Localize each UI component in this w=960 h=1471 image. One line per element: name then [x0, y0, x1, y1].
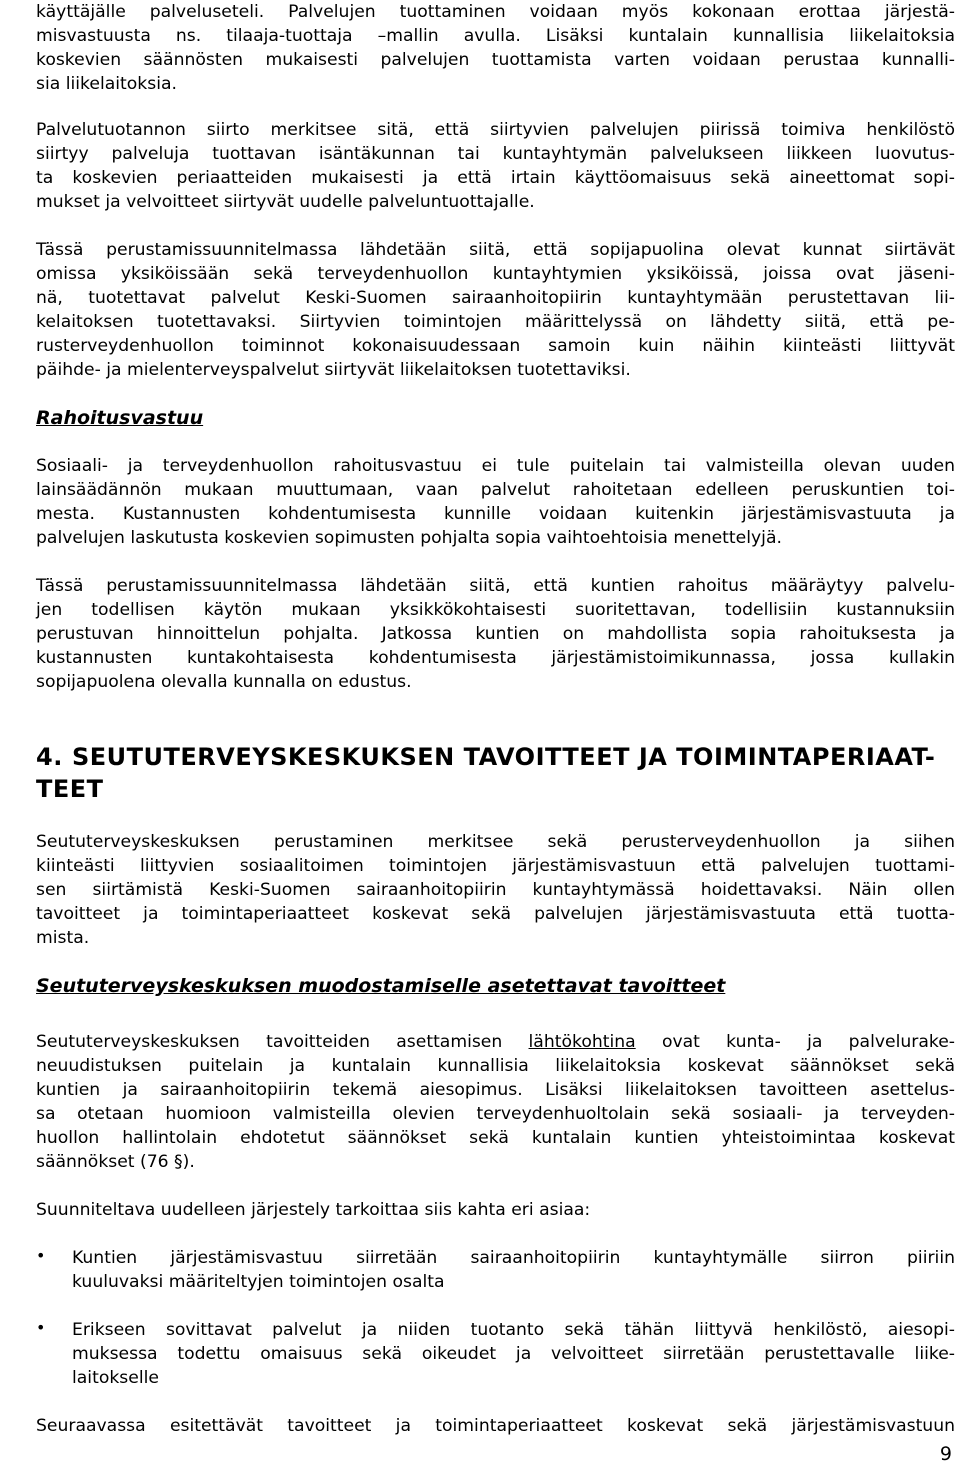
- text-line: päihde- ja mielenterveyspalvelut siirtyvät liikelaitoksen tuotettaviksi.: [36, 360, 631, 380]
- text-line: huollon hallintolain ehdotetut säännökset sekä kuntalain kuntien yhteistoimintaa koskevat: [36, 1128, 955, 1148]
- text-line: kiinteästi liittyvien sosiaalitoimen toimintojen järjestämisvastuun että palvelujen tuottami-: [36, 856, 955, 876]
- text-line: lainsäädännön mukaan muuttumaan, vaan palvelut rahoitetaan edelleen peruskuntien toi-: [36, 480, 955, 500]
- list-item-line: Kuntien järjestämisvastuu siirretään sairaanhoitopiirin kuntayhtymälle siirron piiriin: [72, 1248, 955, 1268]
- section-title-line: SEUTUTERVEYSKESKUKSEN TAVOITTEET JA TOIMINTAPERIAAT-: [72, 743, 936, 771]
- text-line: Seututerveyskeskuksen perustaminen merkitsee sekä perusterveydenhuollon ja siihen: [36, 832, 955, 852]
- text-line: neuudistuksen puitelain ja kuntalain kunnallisia liikelaitoksia koskevat säännökset sekä: [36, 1056, 955, 1076]
- text-line: Tässä perustamissuunnitelmassa lähdetään siitä, että sopijapuolina olevat kunnat siirtävät: [36, 240, 955, 260]
- section-title-line: TEET: [36, 775, 104, 803]
- section-heading: [36, 741, 955, 811]
- section-number: 4.: [36, 743, 63, 771]
- text-line: rusterveydenhuollon toiminnot kokonaisuudessaan samoin kuin näihin kiinteästi liittyvät: [36, 336, 955, 356]
- text-line: tavoitteet ja toimintaperiaatteet koskevat sekä palvelujen järjestämisvastuuta että tuotta-: [36, 904, 955, 924]
- text-line: säännökset (76 §).: [36, 1152, 195, 1172]
- bullet-icon: •: [36, 1318, 46, 1337]
- text-line: mesta. Kustannusten kohdentumisesta kunnille voidaan kuitenkin järjestämisvastuuta ja: [36, 504, 955, 524]
- text-line: kelaitoksen tuotettavaksi. Siirtyvien toimintojen määrittelyssä on lähdetty siitä, että pe-: [36, 312, 955, 332]
- list-item-line: kuuluvaksi määriteltyjen toimintojen osalta: [72, 1272, 445, 1292]
- text-line: käyttäjälle palveluseteli. Palvelujen tuottaminen voidaan myös kokonaan erottaa järjestä-: [36, 2, 955, 22]
- text-line: Suunniteltava uudelleen järjestely tarkoittaa siis kahta eri asiaa:: [36, 1200, 591, 1220]
- list-item-line: Erikseen sovittavat palvelut ja niiden tuotanto sekä tähän liittyvä henkilöstö, aiesopi-: [72, 1320, 955, 1340]
- subheading-financing: Rahoitusvastuu: [36, 407, 204, 429]
- text-line: Sosiaali- ja terveydenhuollon rahoitusvastuu ei tule puitelain tai valmisteilla olevan uuden: [36, 456, 955, 476]
- text-line: nä, tuotettavat palvelut Keski-Suomen sairaanhoitopiirin kuntayhtymään perustettavan lii-: [36, 288, 955, 308]
- text-line: jen todellisen käytön mukaan yksikkökohtaisesti suoritettavan, todellisiin kustannuksiin: [36, 600, 955, 620]
- text-line: sopijapuolena olevalla kunnalla on edustus.: [36, 672, 412, 692]
- text-line: Tässä perustamissuunnitelmassa lähdetään siitä, että kuntien rahoitus määräytyy palvelu-: [36, 576, 955, 596]
- text-line: siirtyy palveluja tuottavan isäntäkunnan tai kuntayhtymän palvelukseen liikkeen luovutus-: [36, 144, 955, 164]
- text-line: kustannusten kuntakohtaisesta kohdentumisesta järjestämistoimikunnassa, jossa kullakin: [36, 648, 955, 668]
- text-line: mukset ja velvoitteet siirtyvät uudelle palveluntuottajalle.: [36, 192, 535, 212]
- text-line: koskevien säännösten mukaisesti palvelujen tuottamista varten voidaan perustaa kunnalli-: [36, 50, 955, 70]
- text-line: omissa yksiköissään sekä terveydenhuollon kuntayhtymien yksiköissä, joissa ovat jäseni-: [36, 264, 955, 284]
- text-line: misvastuusta ns. tilaaja-tuottaja –mallin avulla. Lisäksi kuntalain kunnallisia liikelaitoksia: [36, 26, 955, 46]
- text-line: Seuraavassa esitettävät tavoitteet ja toimintaperiaatteet koskevat sekä järjestämisvastuun: [36, 1416, 955, 1436]
- text-line: sia liikelaitoksia.: [36, 74, 177, 94]
- text-line: kuntien ja sairaanhoitopiirin tekemä aiesopimus. Lisäksi liikelaitoksen tavoitteen asettelus-: [36, 1080, 955, 1100]
- text-line: sen siirtämistä Keski-Suomen sairaanhoitopiirin kuntayhtymässä hoidettavaksi. Näin ollen: [36, 880, 955, 900]
- subheading-goals: Seututerveyskeskuksen muodostamiselle asetettavat tavoitteet: [36, 975, 726, 997]
- text-line: Seututerveyskeskuksen tavoitteiden asettamisen lähtökohtina ovat kunta- ja palvelurake-: [36, 1032, 955, 1052]
- list-item-line: laitokselle: [72, 1368, 159, 1388]
- bullet-icon: •: [36, 1246, 46, 1265]
- underlined-term: lähtökohtina: [528, 1032, 636, 1052]
- text-line: palvelujen laskutusta koskevien sopimusten pohjalta sopia vaihtoehtoisia menettelyjä.: [36, 528, 782, 548]
- list-item-line: muksessa todettu omaisuus sekä oikeudet ja velvoitteet siirretään perustettavalle liike-: [72, 1344, 955, 1364]
- text-line: sa otetaan huomioon valmisteilla olevien terveydenhuoltolain sekä sosiaali- ja terveyden-: [36, 1104, 955, 1124]
- text-line: perustuvan hinnoittelun pohjalta. Jatkossa kuntien on mahdollista sopia rahoituksesta ja: [36, 624, 955, 644]
- text-line: Palvelutuotannon siirto merkitsee sitä, että siirtyvien palvelujen piirissä toimiva henkilöstö: [36, 120, 955, 140]
- page-number: 9: [939, 1443, 952, 1465]
- text-line: mista.: [36, 928, 90, 948]
- text-line: ta koskevien periaatteiden mukaisesti ja että irtain käyttöomaisuus sekä aineettomat sopi-: [36, 168, 955, 188]
